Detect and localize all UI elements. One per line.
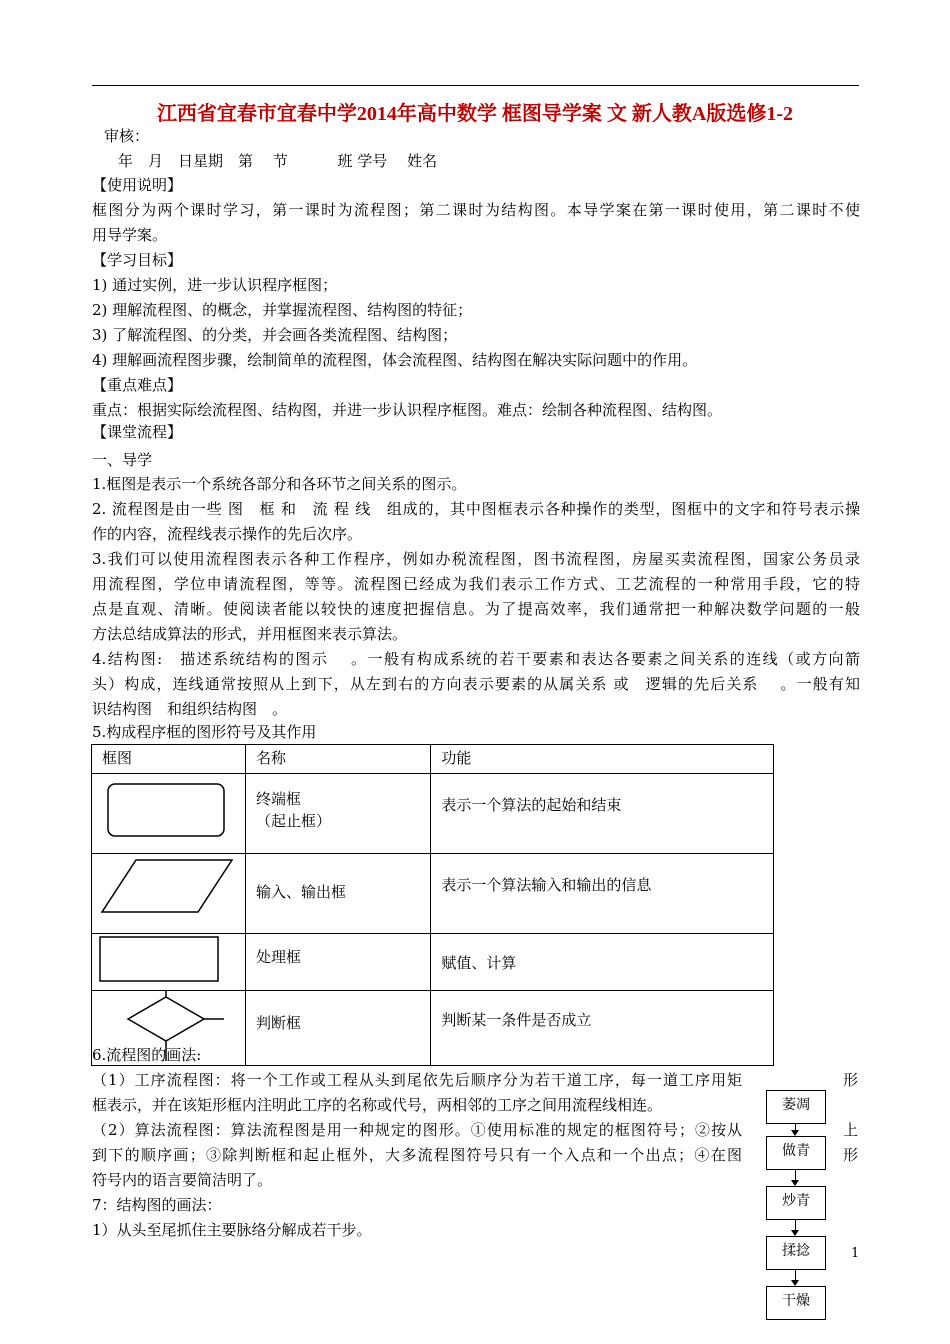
header-name: 名称 <box>256 749 287 767</box>
row-name: 判断框 <box>256 1014 302 1032</box>
document-title: 江西省宜春市宜春中学2014年高中数学 框图导学案 文 新人教A版选修1-2 <box>156 103 794 125</box>
paragraph-6-2-line-1: （2）算法流程图：算法流程图是用一种规定的图形。①使用标准的规定的框图符号；②按从 <box>92 1121 742 1139</box>
flow-step-1: 萎凋 <box>766 1090 826 1124</box>
paragraph-7: 7：结构图的画法： <box>92 1196 222 1214</box>
goal-item-4: 4) 理解画流程图步骤，绘制简单的流程图，体会流程图、结构图在解决实际问题中的作用。 <box>92 351 698 369</box>
table-row <box>92 934 774 991</box>
key-heading: 【重点难点】 <box>92 376 183 394</box>
paragraph-6-1-line-1: （1）工序流程图：将一个工作或工程从头到尾依先后顺序分为若干道工序，每一道工序用矩 <box>92 1071 742 1089</box>
table-row <box>92 774 774 854</box>
terminal-symbol <box>92 774 245 849</box>
paragraph-4-line-3: 识结构图 和组织结构图 。 <box>92 700 288 718</box>
row-function: 判断某一条件是否成立 <box>441 1011 592 1029</box>
paragraph-3-line-4: 方法总结成算法的形式，并用框图来表示算法。 <box>92 625 408 643</box>
row-name: 处理框 <box>256 948 302 966</box>
paragraph-2-line-1: 2. 流程图是由一些 图 框 和 流 程 线 组成的，其中图框表示各种操作的类型，图框中的文字和符号表示操 <box>92 500 860 518</box>
page-number: 1 <box>851 1246 860 1261</box>
row-function: 表示一个算法的起始和结束 <box>441 796 622 814</box>
header-function: 功能 <box>441 749 472 767</box>
paragraph-1: 1.框图是表示一个系统各部分和各环节之间关系的图示。 <box>92 475 467 493</box>
paragraph-7-1: 1）从头至尾抓住主要脉络分解成若干步。 <box>92 1221 372 1239</box>
header-diagram: 框图 <box>102 749 133 767</box>
paragraph-4-line-2: 头）构成，连线通常按照从上到下，从左到右的方向表示要素的从属关系 或 逻辑的先后关系 。一般有知 <box>92 675 860 693</box>
key-text: 重点：根据实际绘流程图、结构图，并进一步认识程序框图。难点：绘制各种流程图、结构图。 <box>92 401 723 419</box>
row-name: 终端框 <box>256 790 302 808</box>
paragraph-3-line-1: 3.我们可以使用流程图表示各种工作程序，例如办税流程图，图书流程图，房屋买卖流程图，国家公务员录 <box>92 550 860 568</box>
row-name-sub: （起止框） <box>256 812 332 830</box>
date-class-line: 年 月 日星期 第 节 班 学号 姓名 <box>118 152 438 170</box>
table-row <box>92 854 774 934</box>
review-label: 审核： <box>104 127 150 145</box>
goal-item-1: 1) 通过实例，进一步认识程序框图； <box>92 276 338 294</box>
flow-step-2: 做青 <box>766 1136 826 1170</box>
paragraph-2-line-2: 作的内容，流程线表示操作的先后次序。 <box>92 525 363 543</box>
paragraph-3-line-3: 点是直观、清晰。使阅读者能以较快的速度把握信息。为了提高效率，我们通常把一种解决数学问题的一般 <box>92 600 860 618</box>
io-symbol <box>92 854 245 929</box>
row-function: 赋值、计算 <box>441 954 517 972</box>
paragraph-5: 5.构成程序框的图形符号及其作用 <box>92 723 317 741</box>
paragraph-6-2-line-3: 符号内的语言要简洁明了。 <box>92 1171 273 1189</box>
flow-step-3: 炒青 <box>766 1186 826 1220</box>
paragraph-6-2-end-2: 形 <box>843 1146 859 1164</box>
intro-heading: 一、导学 <box>92 451 153 469</box>
flow-step-4: 揉捻 <box>766 1236 826 1270</box>
row-name: 输入、输出框 <box>256 883 347 901</box>
usage-heading: 【使用说明】 <box>92 176 183 194</box>
flow-heading: 【课堂流程】 <box>92 423 183 441</box>
paragraph-6-2-line-2: 到下的顺序画；③除判断框和起止框外，大多流程图符号只有一个入点和一个出点；④在图 <box>92 1146 742 1164</box>
usage-text-line-1: 框图分为两个课时学习，第一课时为流程图；第二课时为结构图。本导学案在第一课时使用，第二课时不使 <box>92 201 860 219</box>
paragraph-6-1-end: 形 <box>843 1071 859 1089</box>
goals-heading: 【学习目标】 <box>92 251 183 269</box>
goal-item-2: 2) 理解流程图、的概念，并掌握流程图、结构图的特征； <box>92 301 473 319</box>
flow-step-5: 干燥 <box>766 1286 826 1320</box>
process-symbol <box>92 934 245 986</box>
symbol-table <box>91 744 774 1066</box>
paragraph-4-line-1: 4.结构图: 描述系统结构的图示 。一般有构成系统的若干要素和表达各要素之间关系的连线（或方向箭 <box>92 650 860 668</box>
table-header-row <box>92 745 774 774</box>
usage-text-line-2: 用导学案。 <box>92 226 168 244</box>
goal-item-3: 3) 了解流程图、的分类，并会画各类流程图、结构图； <box>92 326 458 344</box>
paragraph-6-2-end: 上 <box>843 1121 859 1139</box>
paragraph-6-1-line-2: 框表示，并在该矩形框内注明此工序的名称或代号，两相邻的工序之间用流程线相连。 <box>92 1096 663 1114</box>
paragraph-6: 6.流程图的画法: <box>92 1046 202 1064</box>
row-function: 表示一个算法输入和输出的信息 <box>441 876 652 894</box>
paragraph-3-line-2: 用流程图，学位申请流程图，等等。流程图已经成为我们表示工作方式、工艺流程的一种常用手段，它的特 <box>92 575 860 593</box>
header-rule <box>92 85 859 86</box>
